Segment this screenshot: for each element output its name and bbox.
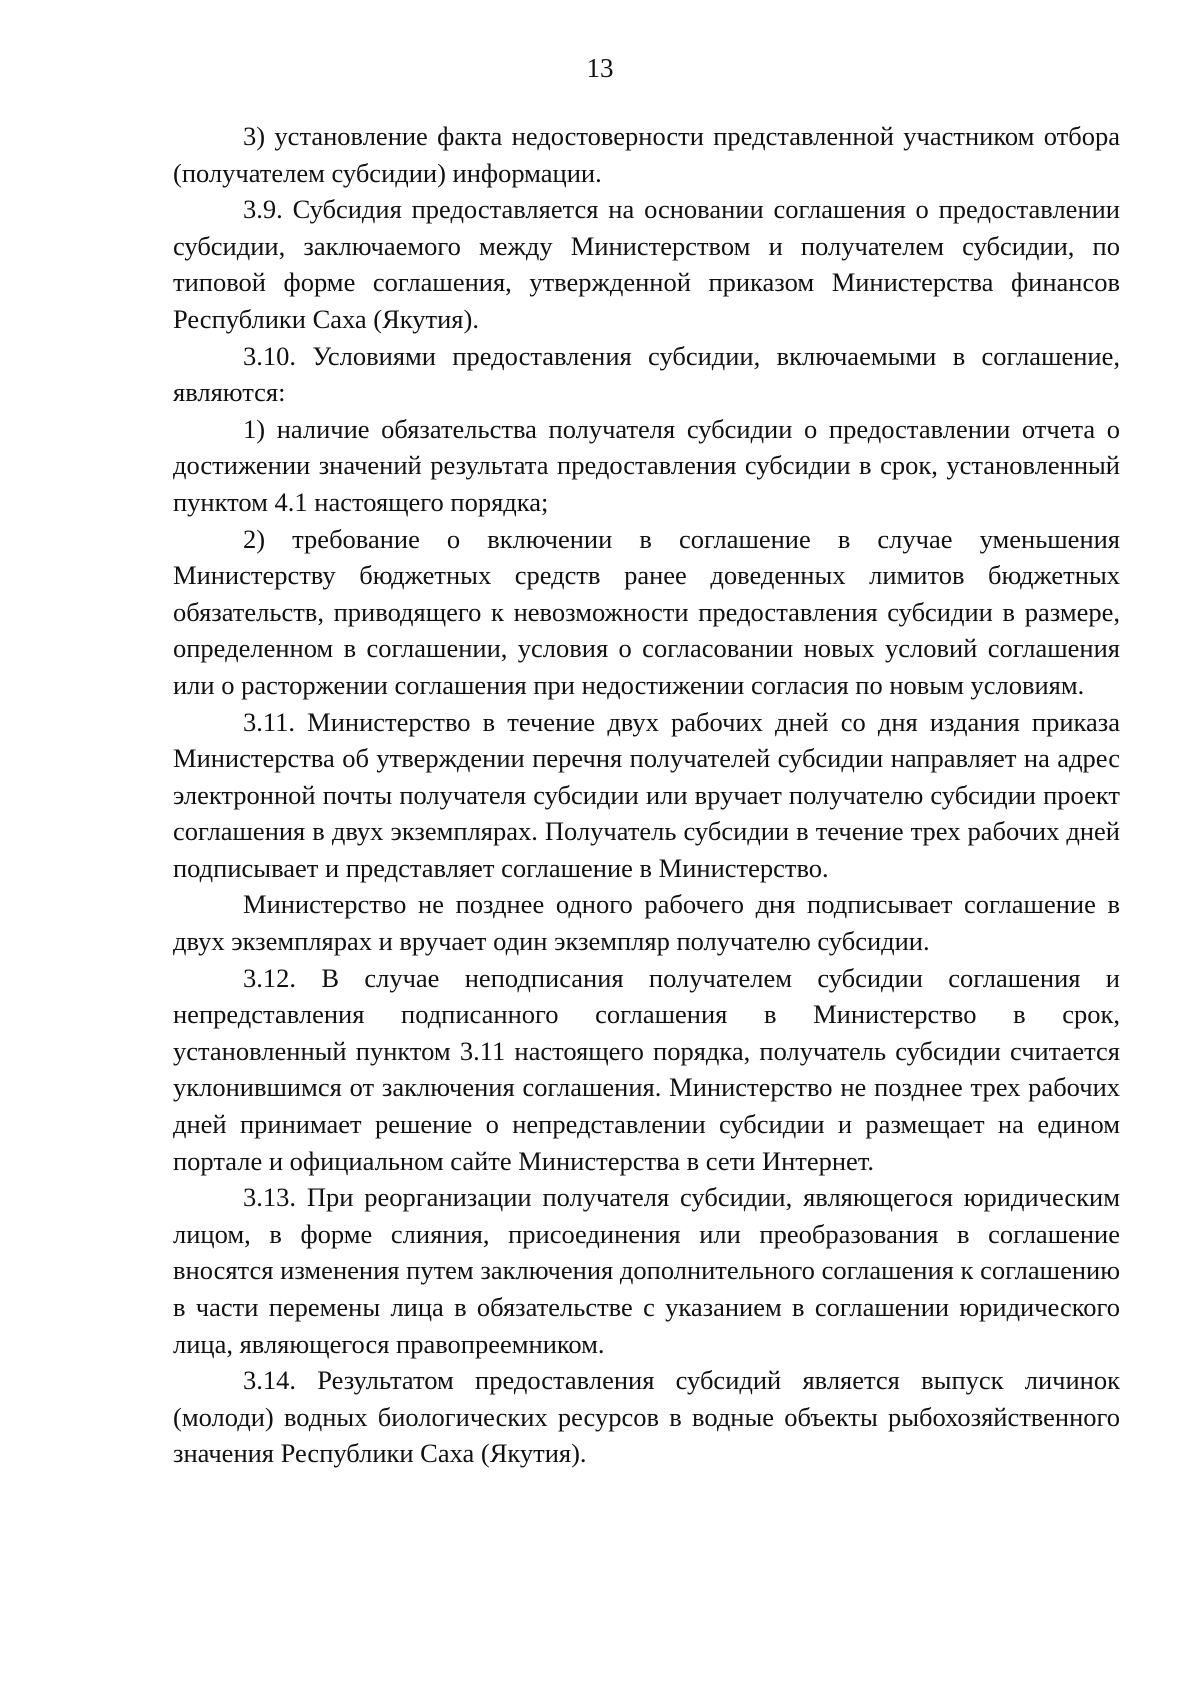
- paragraph-item-3: 3) установление факта недостоверности представленной участником отбора (получателем субсидии) информации.: [173, 121, 1120, 188]
- paragraph-3-10: 3.10. Условиями предоставления субсидии, включаемыми в соглашение, являются:: [173, 340, 1120, 408]
- document-body: [173, 118, 1120, 1472]
- paragraph-3-12: 3.12. В случае неподписания получателем субсидии соглашения и непредставления подписанного соглашения в Министерство в срок, установленный пунктом 3.11 настоящего порядка, получатель субсидии считается уклонившимся от заключения соглашения. Министерство не позднее трех рабочих дней принимает решение о непредставлении субсидии и размещает на едином портале и официальном сайте Министерства в сети Интернет.: [173, 962, 1120, 1176]
- paragraph-3-9: 3.9. Субсидия предоставляется на основании соглашения о предоставлении субсидии, заключаемого между Министерством и получателем субсидии, по типовой форме соглашения, утвержденной приказом Министерства финансов Республики Саха (Якутия).: [173, 194, 1120, 334]
- paragraph-condition-1: 1) наличие обязательства получателя субсидии о предоставлении отчета о достижении значений результата предоставления субсидии в срок, установленный пунктом 4.1 настоящего порядка;: [173, 413, 1120, 517]
- paragraph-3-13: 3.13. При реорганизации получателя субсидии, являющегося юридическим лицом, в форме слияния, присоединения или преобразования в соглашение вносятся изменения путем заключения дополнительного соглашения к соглашению в части перемены лица в обязательстве с указанием в соглашении юридического лица, являющегося правопреемником.: [173, 1182, 1120, 1359]
- paragraph-3-14: 3.14. Результатом предоставления субсидий является выпуск личинок (молоди) водных биологических ресурсов в водные объекты рыбохозяйственного значения Республики Саха (Якутия).: [173, 1365, 1120, 1469]
- paragraph-condition-2: 2) требование о включении в соглашение в случае уменьшения Министерству бюджетных средств ранее доведенных лимитов бюджетных обязательств, приводящего к невозможности предоставления субсидии в размере, определенном в соглашении, условия о согласовании новых условий соглашения или о расторжении соглашения при недостижении согласия по новым условиям.: [173, 523, 1120, 700]
- paragraph-3-11: 3.11. Министерство в течение двух рабочих дней со дня издания приказа Министерства об утверждении перечня получателей субсидии направляет на адрес электронной почты получателя субсидии или вручает получателю субсидии проект соглашения в двух экземплярах. Получатель субсидии в течение трех рабочих дней подписывает и представляет соглашение в Министерство.: [173, 706, 1120, 883]
- page-number: 13: [586, 53, 614, 83]
- paragraph-3-11-signing: Министерство не позднее одного рабочего дня подписывает соглашение в двух экземплярах и вручает один экземпляр получателю субсидии.: [173, 889, 1120, 957]
